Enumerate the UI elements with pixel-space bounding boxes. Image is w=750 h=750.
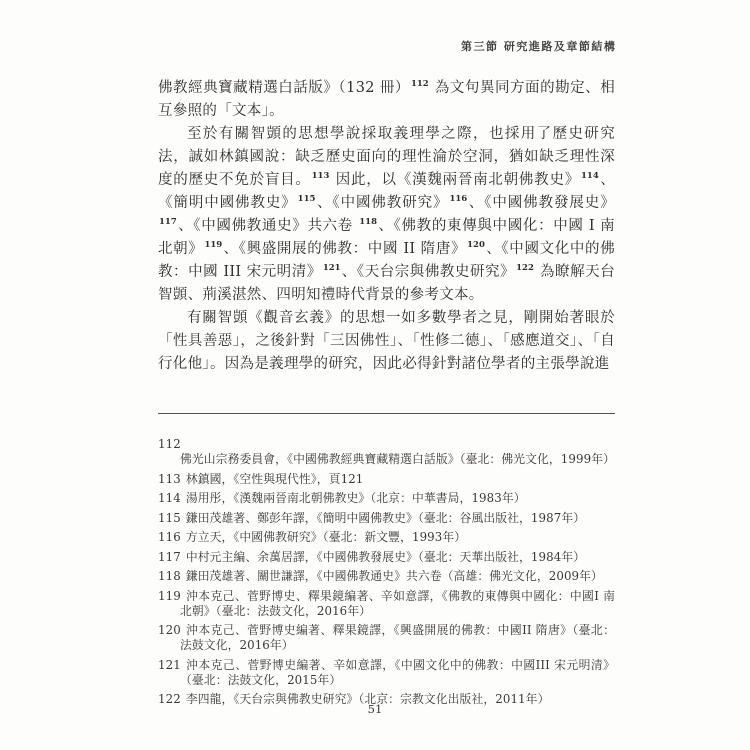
footnote-item <box>158 491 615 506</box>
footnote-ref: 116 <box>449 194 468 205</box>
footnote-text: 沖本克己、菅野博史、釋果鏡編著、辛如意譯，《佛教的東傳與中國化：中國I 南北朝》（臺北：法鼓文化，2016年） <box>180 588 615 618</box>
footnote-text: 李四龍，《天台宗與佛教史研究》（北京：宗教文化出版社，2011年） <box>185 692 550 706</box>
footnote-number: 116 <box>158 530 181 544</box>
footnote-item <box>158 530 615 545</box>
footnote-number: 120 <box>158 623 181 637</box>
footnote-ref: 119 <box>204 240 223 251</box>
footnote-divider <box>158 413 615 414</box>
footnotes-block <box>158 437 615 712</box>
footnote-item <box>158 550 615 565</box>
footnote-text: 湯用彤，《漢魏兩晉南北朝佛教史》（北京：中華書局，1983年） <box>185 491 526 505</box>
footnote-ref: 117 <box>159 217 177 228</box>
footnote-text: 鎌田茂雄著、鄭彭年譯，《簡明中國佛教史》（臺北：谷風出版社，1987年） <box>185 510 586 525</box>
footnote-item <box>158 589 615 619</box>
footnote-ref: 113 <box>311 171 330 182</box>
footnote-ref: 120 <box>467 240 485 251</box>
page-number: 51 <box>367 702 383 716</box>
footnote-item <box>158 658 615 688</box>
footnote-ref: 114 <box>580 171 599 182</box>
paragraph: 有關智顗《觀音玄義》的思想一如多數學者之見，剛開始著眼於「性具善惡」，之後針對「三因佛性」、「性修二德」、「感應道交」、「自行化他」。因為是義理學的研究，因此必得針對諸位學者的主張學說進 <box>158 310 615 372</box>
footnote-item <box>158 472 615 487</box>
body-text-block <box>158 77 615 376</box>
running-head: 第三節 研究進路及章節結構 <box>461 40 617 53</box>
footnote-text: 鎌田茂雄著、關世謙譯，《中國佛教通史》共六卷（高雄：佛光文化，2009年） <box>185 569 603 583</box>
footnote-text: 林鎮國，《空性與現代性》，頁121 <box>185 471 364 486</box>
footnote-text: 方立天，《中國佛教研究》（臺北：新文豐，1993年） <box>185 530 467 544</box>
footnote-ref: 122 <box>516 263 534 274</box>
footnote-item <box>158 437 615 467</box>
footnote-number: 112 <box>158 437 181 451</box>
footnote-item <box>158 623 615 653</box>
footnote-number: 119 <box>158 588 181 603</box>
footnote-text: 沖本克己、菅野博史編著、辛如意譯，《中國文化中的佛教：中國III 宋元明清》（臺北：法鼓文化，2015年） <box>180 657 615 687</box>
footnote-number: 117 <box>158 549 181 564</box>
paragraph: 佛教經典寶藏精選白話版》（132 冊）$^{112}$ 為文句異同方面的勘定、相互參照的「文本」。 <box>158 79 615 119</box>
footnote-number: 113 <box>158 471 181 486</box>
footnote-ref: 112 <box>410 79 429 90</box>
footnote-number: 114 <box>158 491 181 505</box>
footnote-number: 118 <box>158 569 181 583</box>
footnote-text: 佛光山宗務委員會，《中國佛教經典寶藏精選白話版》（臺北：佛光文化，1999年） <box>180 452 616 466</box>
footnote-number: 121 <box>158 657 181 672</box>
footnote-ref: 121 <box>322 263 341 274</box>
footnote-text: 中村元主編、余萬居譯，《中國佛教發展史》（臺北：天華出版社，1984年） <box>185 549 586 564</box>
footnote-text: 沖本克己、菅野博史編著、釋果鏡譯，《興盛開展的佛教：中國II 隋唐》（臺北：法鼓文化，2016年） <box>180 623 615 652</box>
paragraph: 至於有關智顗的思想學說採取義理學之際，也採用了歷史研究法，誠如林鎮國說：缺乏歷史面向的理性淪於空洞，猶如缺乏理性深度的歷史不免於盲目。$^{113}$ 因此，以《漢魏兩晉南北朝佛教史》$^{114}$、《簡明中國佛教史》$^{115}$、《中國佛教研究》$^{116}$、《中國佛教發展史》$^{117}$、《中國佛教通史》共六卷 $^{118}$、《佛教的東傳與中國化：中國 I 南北朝》$^{119}$、《興盛開展的佛教：中國 II 隋唐》$^{120}$、《中國文化中的佛教：中國 III 宋元明清》$^{121}$、《天台宗與佛教史研究》$^{122}$ 為瞭解天台智顗、荊溪湛然、四明知禮時代背景的參考文本。 <box>158 126 616 303</box>
footnote-ref: 115 <box>297 194 316 205</box>
footnote-number: 122 <box>158 692 181 706</box>
footnote-item <box>158 511 615 526</box>
footnote-number: 115 <box>158 510 181 525</box>
footnote-ref: 118 <box>359 217 378 228</box>
footnote-item <box>158 569 615 584</box>
